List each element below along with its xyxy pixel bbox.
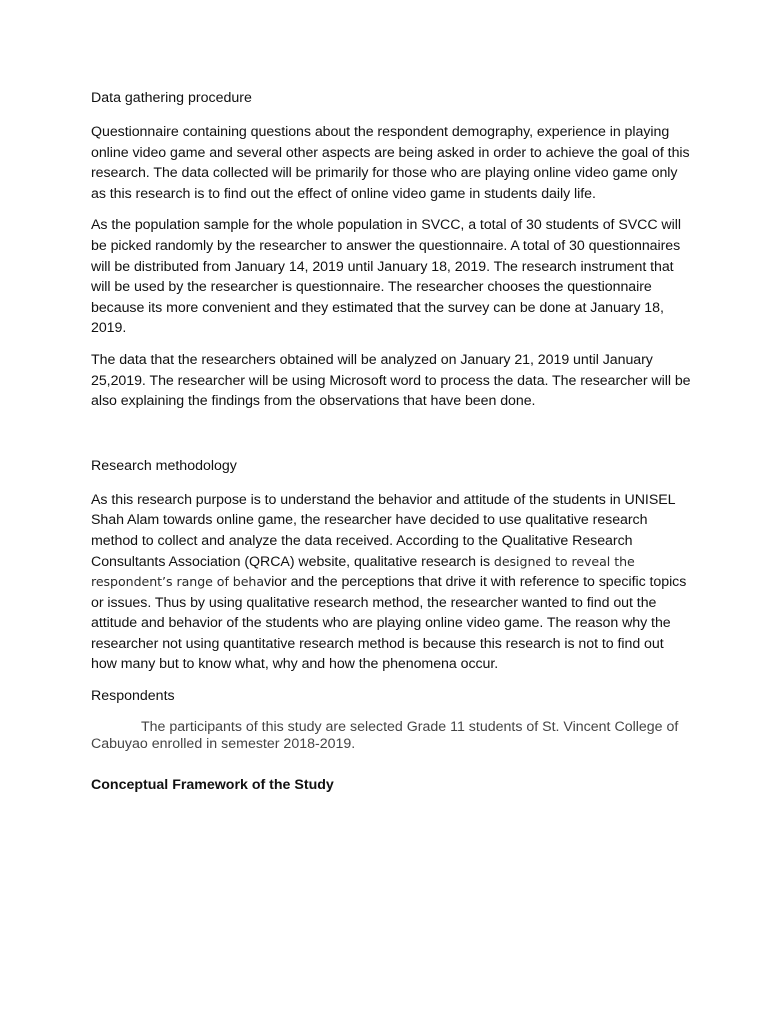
section-heading-data-gathering: Data gathering procedure <box>91 90 252 106</box>
section-heading-research-methodology: Research methodology <box>91 457 237 474</box>
paragraph-population-sample: As the population sample for the whole population in SVCC, a total of 30 students of SVCC will be picked randomly by the researcher to answer the questionnaire. A total of 30 questionnaires will be distributed from January 14, 2019 until January 18, 2019. The research instrument that will be used by the researcher is questionnaire. The researcher chooses the questionnaire because its more convenient and they estimated that the survey can be done at January 18, 2019. <box>91 217 681 337</box>
methodology-text-part3: vior and the perceptions that drive it with reference to specific topics or issues. Thus by using qualitative research method, the researcher wanted to find out the attitude and behavior of the students who are playing online video game. The reason why the researcher not using quantitative research method is because this research is not to find out how many but to know what, why and how the phenomena occur. <box>91 574 687 673</box>
section-spacer <box>91 423 691 456</box>
paragraph-methodology <box>91 490 691 675</box>
methodology-text-part1: As this research purpose is to understand the behavior and attitude of the students in UNISEL Shah Alam towards online game, the researcher have decided to use qualitative research method to collect and analyze the data received. According to the Qualitative Research Consultants Association (QRCA) website, qualitative research is <box>91 491 675 570</box>
paragraph-questionnaire: Questionnaire containing questions about the respondent demography, experience in playing online video game and several other aspects are being asked in order to achieve the goal of this research. The data collected will be primarily for those who are playing online video game only as this research is to find out the effect of online video game in students daily life. <box>91 124 690 202</box>
methodology-text-part2: designed to reveal the respondent’s range of beha <box>91 553 635 590</box>
section-heading-conceptual-framework: Conceptual Framework of the Study <box>91 777 334 794</box>
paragraph-data-analysis: The data that the researchers obtained will be analyzed on January 21, 2019 until January 25,2019. The researcher will be using Microsoft word to process the data. The researcher will be also explaining the findings from the observations that have been done. <box>91 351 691 410</box>
paragraph-respondents: The participants of this study are selected Grade 11 students of St. Vincent College of Cabuyao enrolled in semester 2018-2019. <box>91 719 679 753</box>
section-heading-respondents: Respondents <box>91 688 175 705</box>
document-page <box>91 88 691 796</box>
